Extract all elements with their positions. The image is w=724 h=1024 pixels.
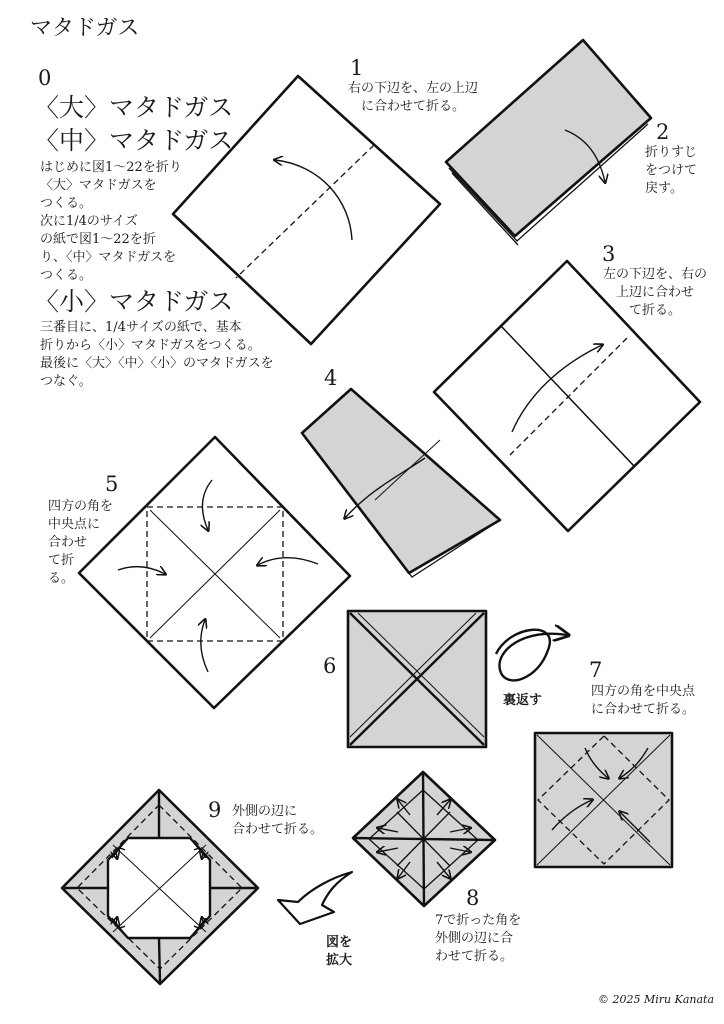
step-1-number: 1 — [350, 56, 364, 80]
step-3-text: 左の下辺を、右の 上辺に合わせ て折る。 — [603, 267, 708, 318]
step-0-number: 0 — [38, 66, 52, 90]
zoom-arrow-icon — [278, 872, 352, 924]
step-8-diagram — [353, 772, 495, 906]
step-7-text: 四方の角を中央点 に合わせて折る。 — [591, 684, 696, 717]
heading-large-matadogas: 〈大〉マタドガス — [34, 93, 234, 122]
step-7-diagram — [535, 733, 672, 867]
step-9-number: 9 — [208, 798, 222, 822]
flip-arrow-icon — [496, 630, 567, 681]
step-6-diagram — [348, 611, 486, 747]
step-5-number: 5 — [105, 472, 119, 496]
step-8-number: 8 — [466, 886, 480, 910]
step-5-diagram — [79, 437, 350, 708]
step-1-text: 右の下辺を、左の上辺 に合わせて折る。 — [348, 81, 479, 114]
step-2-text: 折りすじ をつけて 戻す。 — [645, 145, 698, 196]
step-3-number: 3 — [602, 242, 616, 266]
flip-label: 裏返す — [503, 693, 543, 708]
step-8-text: 7で折った角を 外側の辺に合 わせて折る。 — [435, 913, 522, 964]
heading-medium-matadogas: 〈中〉マタドガス — [34, 126, 234, 155]
step-5-text: 四方の角を 中央点に 合わせ て折 る。 — [48, 499, 114, 586]
intro-text-large-medium: はじめに図1～22を折り 〈大〉マタドガスを つくる。 次に1/4のサイズ の紙で図1～22を折 り、〈中〉マタドガスを つくる。 — [40, 160, 182, 283]
step-6-number: 6 — [323, 654, 337, 678]
step-9-text: 外側の辺に 合わせて折る。 — [232, 804, 324, 837]
zoom-label: 図を 拡大 — [326, 935, 353, 969]
step-4-number: 4 — [324, 366, 338, 390]
intro-text-small: 三番目に、1/4サイズの紙で、基本 折りから〈小〉マタドガスをつくる。 最後に〈大〉〈中〉〈小〉のマタドガスを つなぐ。 — [40, 320, 274, 389]
page-title: マタドガス — [30, 16, 140, 41]
copyright: © 2025 Miru Kanata — [598, 993, 715, 1006]
step-3-diagram — [434, 261, 700, 531]
step-7-number: 7 — [589, 658, 603, 682]
step-9-diagram — [62, 790, 258, 984]
step-2-number: 2 — [656, 120, 670, 144]
step-1-diagram — [173, 76, 440, 344]
step-2-diagram — [446, 40, 651, 245]
heading-small-matadogas: 〈小〉マタドガス — [34, 287, 234, 316]
